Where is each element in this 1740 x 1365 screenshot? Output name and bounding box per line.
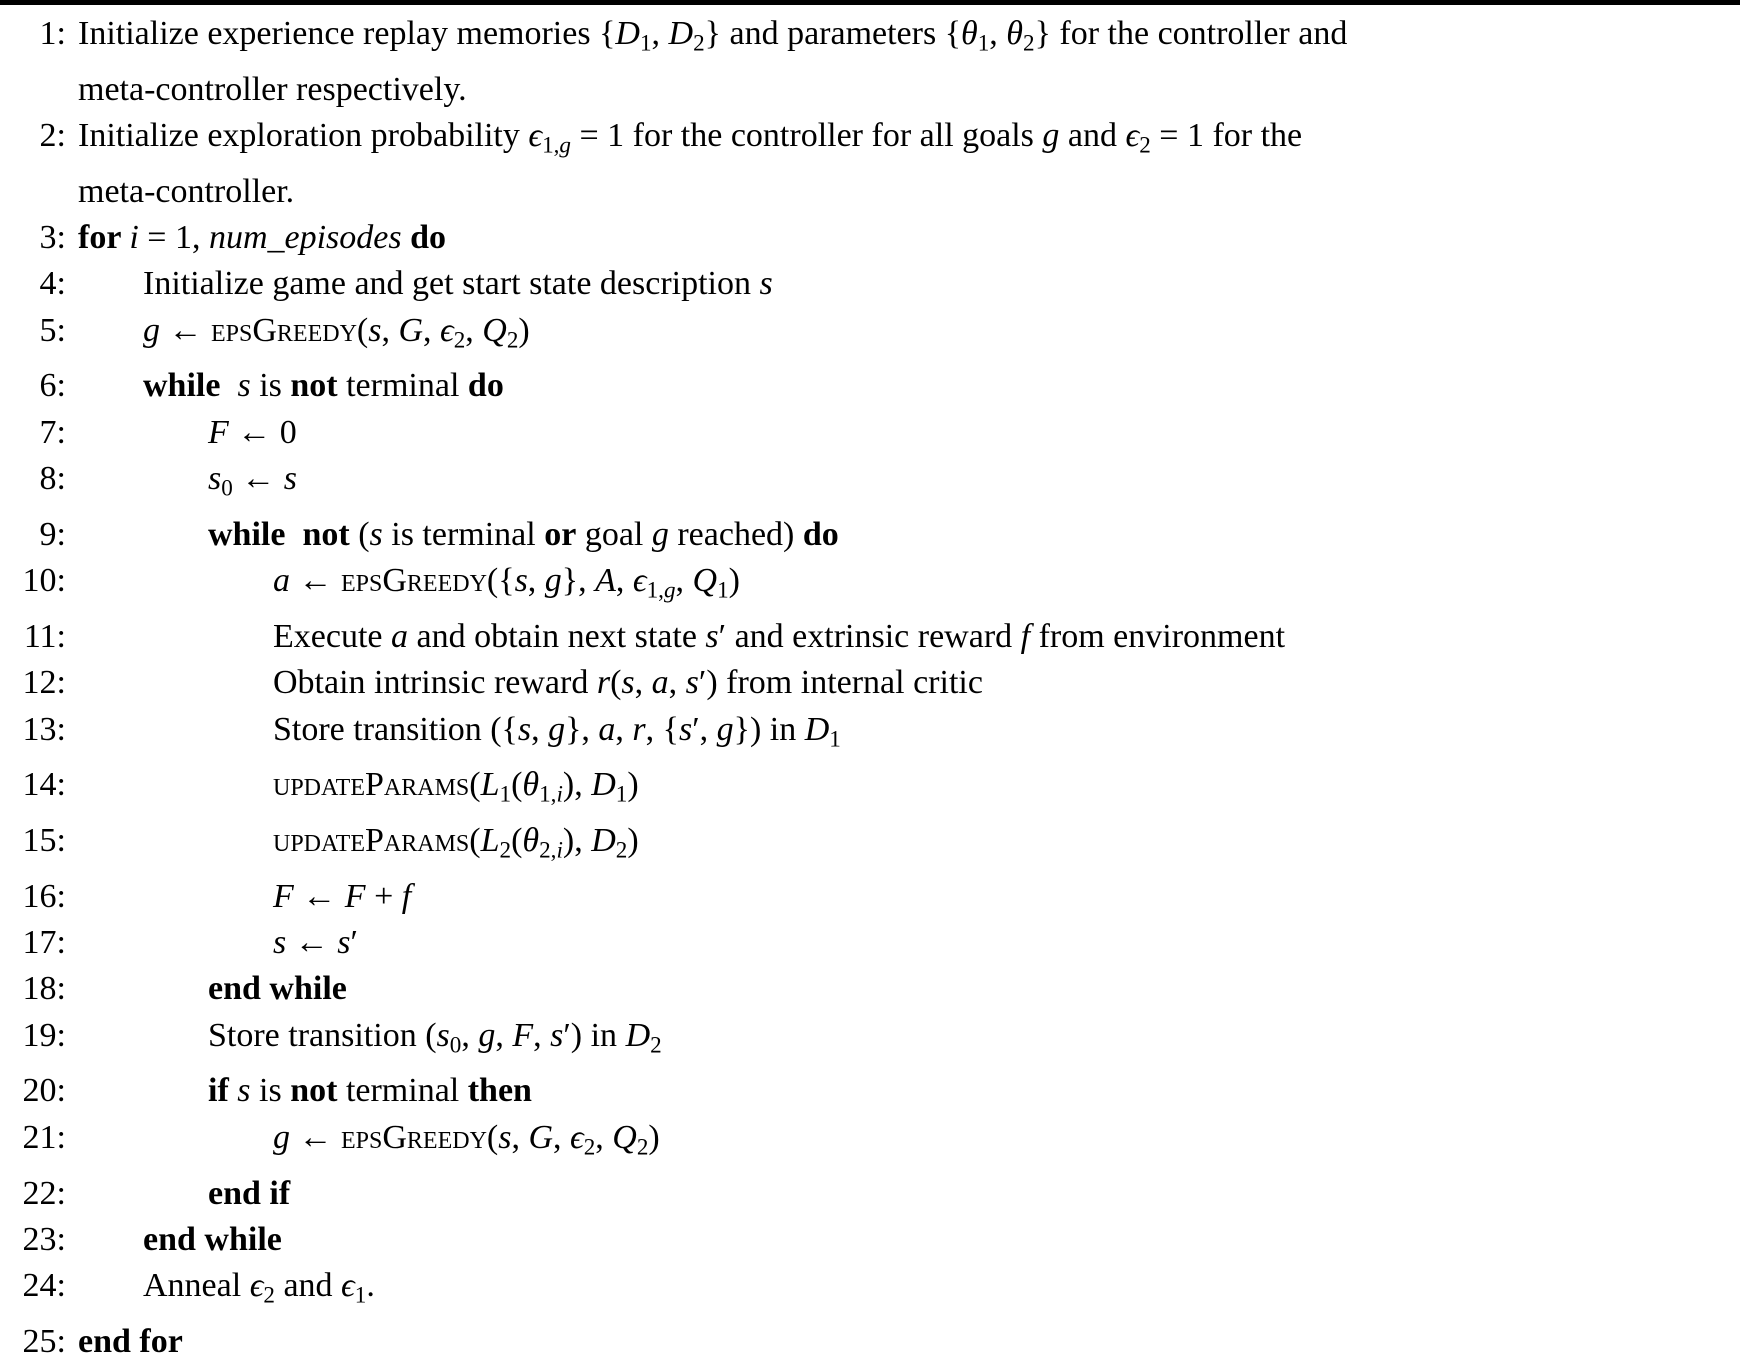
line-content [78,363,504,409]
line-content [78,707,841,763]
line-number: 19: [22,1016,66,1054]
text-segment: terminal [337,1072,468,1110]
text-segment: not [302,515,350,553]
text-segment: 2, [539,837,557,864]
text-segment: , [495,1016,513,1054]
algo-line [0,67,1740,113]
text-segment: D [615,15,640,52]
text-segment: is terminal [382,515,545,553]
text-segment: , { [645,710,679,748]
algo-line [0,113,1740,169]
text-segment: ( [356,311,369,349]
text-segment: ϵ [528,117,543,155]
text-segment: , [675,562,693,600]
text-segment: 2 [693,30,705,57]
text-segment: Anneal [143,1267,250,1305]
line-content [78,410,297,456]
text-segment [285,516,302,553]
text-segment: }) in [733,710,805,748]
text-segment: . [366,1267,375,1305]
text-segment: ′ and extrinsic reward [718,617,1021,655]
text-segment: , [527,562,545,600]
text-segment: then [467,1072,532,1110]
text-segment: L [480,766,500,804]
text-segment: ϵ [249,1267,264,1305]
text-segment: D [591,766,616,804]
algo-line [0,1013,1740,1069]
algo-line [0,1217,1740,1263]
text-segment: s [550,1016,564,1054]
text-segment: a [273,562,290,600]
text-segment: Q [692,562,718,600]
text-segment: s [514,562,528,600]
text-segment: while [208,515,286,553]
line-number: 1: [39,15,66,52]
text-segment: Initialize game and get start state description [143,265,760,303]
text-segment: }, [561,562,596,600]
text-segment: do [401,219,447,257]
text-segment: goal [576,515,652,553]
text-segment: s [368,311,382,349]
text-segment: G [528,1118,554,1156]
text-segment: from environment [1030,617,1286,655]
text-segment: i [129,219,139,257]
line-content [78,920,358,966]
text-segment: g [716,710,734,748]
line-content [78,660,983,706]
algo-line [0,818,1740,874]
text-segment: i [556,781,563,808]
text-segment: s [436,1016,450,1054]
text-segment: s [369,515,383,553]
line-number: 18: [22,970,66,1008]
text-segment: 1, [646,577,664,604]
algo-line [0,1263,1740,1319]
algo-line [0,308,1740,364]
line-content [78,169,294,215]
text-segment: not [290,367,338,405]
text-segment: 2 [650,1032,662,1059]
line-content [78,215,446,261]
text-segment: ( [469,766,481,804]
text-segment: Initialize exploration probability [78,117,529,155]
text-segment: g [548,710,566,748]
text-segment: Execute [273,617,391,655]
algo-line [0,660,1740,706]
text-segment: , [533,1016,551,1054]
text-segment: updateParams [273,822,470,860]
line-number: 4: [39,265,66,303]
text-segment: is [250,367,291,405]
text-segment: 2 [615,837,628,864]
text-segment: 1 [639,30,652,57]
algo-line [0,874,1740,920]
text-segment: num_episodes [208,219,402,257]
text-segment: Q [612,1118,637,1156]
algo-line [0,512,1740,558]
text-segment: ({ [486,562,515,600]
text-segment: s [621,664,635,702]
algo-line [0,261,1740,307]
line-content [78,308,530,364]
text-segment: a [651,664,669,702]
text-segment: 1, [542,132,560,159]
text-segment: epsGreedy [341,1118,487,1156]
text-segment: 2 [636,1134,649,1161]
text-segment: = 1, [138,219,209,257]
text-segment: and [1059,117,1126,155]
line-content [78,614,1285,660]
text-segment: Store transition ({ [273,710,518,748]
line-content [78,512,839,558]
line-number: 14: [22,766,66,804]
text-segment: g [478,1016,496,1054]
text-segment: s [498,1118,512,1156]
text-segment: s [685,664,699,702]
algo-line [0,1171,1740,1217]
text-segment: ← [290,1118,341,1156]
text-segment: epsGreedy [211,311,357,349]
text-segment: a [598,710,616,748]
algo-line [0,169,1740,215]
text-segment: D [625,1016,651,1054]
text-segment: D [591,822,616,860]
text-segment: or [544,515,577,553]
text-segment: ) [648,1118,660,1156]
text-segment: g [1042,117,1060,155]
line-content [78,966,347,1012]
text-segment: ′, [692,710,717,748]
text-segment: updateParams [273,766,470,804]
text-segment: s [759,265,773,303]
text-segment: , [553,1118,571,1156]
text-segment: do [802,515,839,553]
line-content [78,1263,375,1319]
text-segment: g [559,132,571,159]
line-content [78,762,639,818]
text-segment: is [250,1072,291,1110]
algo-line [0,215,1740,261]
text-segment: s [337,924,351,962]
text-segment: meta-controller respectively. [78,70,467,108]
text-segment: r [596,664,611,702]
line-number: 5: [39,311,66,349]
line-content [78,1217,282,1263]
line-number: 9: [39,515,66,553]
text-segment: epsGreedy [341,562,487,600]
text-segment: s [237,367,251,405]
text-segment: s [273,924,287,962]
text-segment: terminal [337,367,468,405]
line-number: 25: [22,1322,66,1360]
text-segment: ) [627,822,639,860]
text-segment: L [480,822,500,860]
text-segment: ) [627,766,639,804]
text-segment: f [1020,617,1031,655]
line-number: 23: [22,1220,66,1258]
line-number: 10: [22,562,66,600]
text-segment: 0 [221,475,233,502]
text-segment: }, [565,710,599,748]
line-number: 7: [39,413,66,451]
text-segment: ) [518,311,530,349]
text-segment: F [344,877,366,915]
text-segment: s [517,710,532,748]
text-segment: s [705,617,719,655]
algo-line [0,11,1740,67]
text-segment: 1 [829,725,841,752]
text-segment: while [143,367,221,405]
text-segment: θ [961,15,978,52]
text-segment: ′) from internal critic [698,664,983,702]
text-segment: ← [293,877,345,915]
line-content [78,1013,662,1069]
algorithm-top-rule [0,0,1740,5]
line-number: 3: [39,219,66,257]
text-segment: ) [728,562,740,600]
algo-line [0,1068,1740,1114]
text-segment: 2 [506,327,519,354]
algo-line [0,762,1740,818]
line-number: 24: [22,1267,66,1305]
text-segment: f [401,877,412,915]
text-segment: 1 [615,781,628,808]
text-segment: 2 [263,1282,275,1309]
algo-line [0,966,1740,1012]
line-number: 20: [22,1072,66,1110]
text-segment: r [632,710,646,748]
text-segment: Q [482,311,507,349]
algo-line [0,410,1740,456]
text-segment: 2 [453,327,466,354]
line-number: 11: [23,617,66,655]
text-segment: ϵ [632,562,647,600]
text-segment: , [531,710,549,748]
text-segment: ϵ [1125,117,1140,155]
text-segment: = 1 for the controller for all goals [570,117,1043,155]
text-segment: 1 [717,577,729,604]
algo-line [0,707,1740,763]
text-segment: not [290,1072,338,1110]
line-content [78,1115,660,1171]
text-segment: ← [290,562,341,600]
text-segment: end while [143,1220,282,1258]
text-segment: Store transition ( [208,1016,437,1054]
text-segment: s [678,710,693,748]
text-segment: , [423,311,441,349]
text-segment: end while [208,970,347,1008]
text-segment: and [274,1267,342,1305]
text-segment [220,367,237,404]
text-segment: do [467,367,504,405]
text-segment: , [511,1118,529,1156]
line-content [78,1068,532,1114]
text-segment: ϵ [341,1267,355,1305]
text-segment: end if [208,1174,291,1212]
algorithm-block [0,11,1740,1365]
text-segment: 1, [539,781,557,808]
text-segment: ′) in [563,1016,626,1054]
text-segment: meta-controller. [78,172,295,210]
text-segment: F [512,1016,534,1054]
text-segment: ← [232,460,284,498]
text-segment: ), [562,766,592,804]
text-segment: s [237,1072,251,1110]
text-segment: F [208,413,229,451]
text-segment: , [461,1016,479,1054]
line-number: 12: [22,664,66,702]
text-segment: ( [511,766,523,804]
line-content [78,113,1302,169]
text-segment: and obtain next state [408,617,706,655]
text-segment: ( [349,515,370,553]
text-segment: 2 [499,837,512,864]
text-segment: D [804,710,830,748]
text-segment: , [634,664,652,702]
text-segment: 2 [583,1134,596,1161]
algo-line [0,1319,1740,1365]
text-segment: ( [610,664,622,702]
text-segment: s [283,460,298,498]
text-segment: ( [486,1118,499,1156]
text-segment: ( [511,822,523,860]
text-segment: 1 [354,1282,367,1309]
text-segment: Obtain intrinsic reward [273,664,597,702]
text-segment: Initialize experience replay memories { [78,15,616,52]
text-segment: g [544,562,562,600]
line-content [78,456,297,512]
text-segment: A [595,562,616,600]
text-segment: g [273,1118,290,1156]
text-segment: 1 [977,30,990,57]
text-segment: ← [286,924,338,962]
text-segment: θ [1006,15,1023,52]
text-segment: ), [562,822,592,860]
text-segment: , [595,1118,613,1156]
text-segment: i [556,837,563,864]
text-segment: ′ [350,924,358,962]
text-segment: D [668,15,694,52]
text-segment: G [398,311,424,349]
text-segment: 0 [449,1032,462,1059]
text-segment: for [78,219,130,257]
algo-line [0,558,1740,614]
text-segment: 2 [1139,132,1151,159]
text-segment: , [651,15,669,52]
line-content [78,558,740,614]
line-number: 17: [22,924,66,962]
text-segment: θ [522,766,540,804]
line-content [78,1319,183,1365]
algo-line [0,1115,1740,1171]
text-segment: reached) [668,515,803,553]
text-segment: , [381,311,399,349]
line-number: 21: [22,1118,66,1156]
line-content [78,818,639,874]
text-segment: g [663,577,676,604]
line-content [78,67,467,113]
text-segment: if [208,1072,238,1110]
text-segment: , [989,15,1007,52]
line-content [78,1171,290,1217]
algo-line [0,614,1740,660]
algo-line [0,363,1740,409]
text-segment: = 1 for the [1150,117,1303,155]
text-segment: g [143,311,160,349]
text-segment: ϵ [440,311,454,349]
text-segment: a [391,617,408,655]
text-segment: g [651,515,669,553]
text-segment: F [273,877,294,915]
line-content [78,261,773,307]
line-number: 22: [22,1174,66,1212]
text-segment: ← [160,311,211,349]
line-number: 13: [22,710,66,748]
line-number: 8: [39,460,66,498]
line-number: 6: [39,367,66,405]
text-segment: } and parameters { [704,15,962,52]
text-segment: 2 [1023,30,1035,57]
text-segment: ← 0 [228,413,297,451]
text-segment: , [615,710,633,748]
text-segment: , [465,311,483,349]
text-segment: 1 [499,781,512,808]
text-segment: ϵ [570,1118,584,1156]
text-segment: θ [522,822,540,860]
algo-line [0,920,1740,966]
line-number: 15: [22,822,66,860]
algo-line [0,456,1740,512]
text-segment: ( [469,822,481,860]
line-number: 16: [22,877,66,915]
line-content [78,11,1347,67]
text-segment: , [615,562,633,600]
text-segment: } for the controller and [1034,15,1348,52]
text-segment: , [668,664,686,702]
text-segment: end for [78,1322,183,1360]
line-number: 2: [39,117,66,155]
text-segment: + [365,877,402,915]
text-segment: s [208,460,222,498]
line-content [78,874,411,920]
